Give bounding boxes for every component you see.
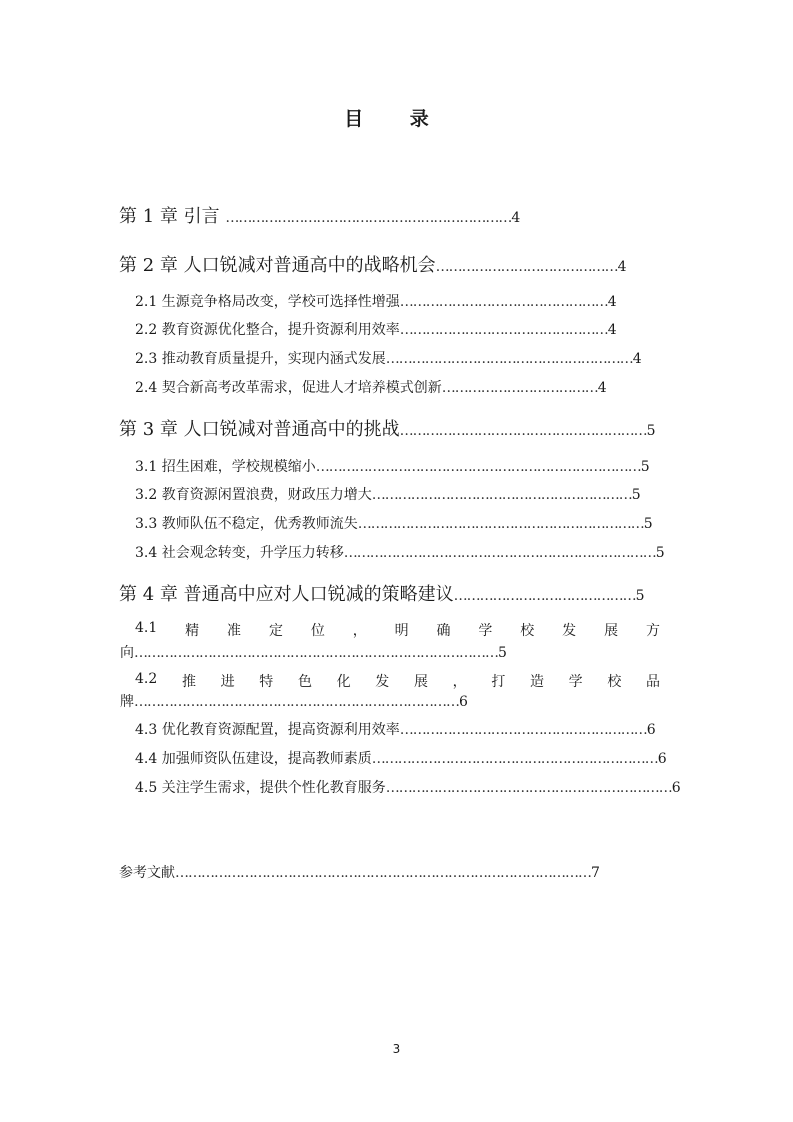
leader-dots: …………………………………………: [399, 294, 608, 310]
entry-label: 第 2 章 人口锐减对普通高中的战略机会: [119, 255, 436, 276]
entry-char: ，: [452, 674, 467, 690]
entry-label: 第 4 章 普通高中应对人口锐减的策略建议: [119, 584, 454, 605]
entry-label: 3.2 教育资源闲置浪费，财政压力增大: [135, 487, 372, 503]
entry-label: 3.1 招生困难，学校规模缩小: [135, 459, 316, 475]
entry-page: 4: [617, 259, 627, 275]
leader-dots: …………………………………………: [399, 322, 608, 338]
entry-label: 2.1 生源竞争格局改变，学校可选择性增强: [135, 294, 400, 310]
entry-char: 定: [268, 623, 283, 639]
leader-dots: ………………………………: [441, 380, 598, 396]
entry-label: 第 1 章 引言: [119, 206, 226, 227]
entry-char: 推: [181, 674, 196, 690]
entry-char: 发: [375, 674, 390, 690]
leader-dots: …………………………………………………………………………: [134, 645, 498, 661]
entry-page: 6: [657, 751, 667, 767]
entry-page: 5: [646, 423, 656, 439]
entry-char: 展: [413, 674, 428, 690]
entry-label: 向: [120, 645, 134, 661]
entry-page: 5: [640, 459, 650, 475]
toc-entry-ch2[interactable]: [119, 251, 627, 277]
entry-char: 特: [259, 674, 274, 690]
entry-page: 7: [591, 865, 600, 881]
entry-char: 学: [568, 674, 583, 690]
entry-label: 3.4 社会观念转变，升学压力转移: [135, 545, 344, 561]
entry-page: 6: [459, 694, 468, 710]
entry-char: 明: [394, 623, 409, 639]
toc-entry-ch4[interactable]: [119, 580, 645, 606]
leader-dots: ……………………………………: [453, 588, 636, 604]
entry-char: 进: [220, 674, 235, 690]
toc-entry-4-1-line1[interactable]: [135, 620, 660, 640]
entry-page: 4: [511, 210, 521, 226]
entry-label: 2.4 契合新高考改革需求，促进人才培养模式创新: [135, 380, 442, 396]
entry-page: 4: [597, 380, 607, 396]
toc-entry-4-4[interactable]: [135, 748, 667, 768]
entry-char: ，: [352, 623, 367, 639]
toc-entry-4-3[interactable]: [135, 719, 656, 739]
toc-entry-3-3[interactable]: [135, 513, 653, 533]
leader-dots: …………………………………………………: [399, 423, 647, 439]
entry-page: 4: [607, 322, 617, 338]
toc-entry-2-1[interactable]: [135, 291, 617, 311]
leader-dots: …………………………………………………………………: [134, 694, 459, 710]
leader-dots: ………………………………………………………………: [343, 545, 656, 561]
entry-label: 参考文献: [119, 865, 175, 881]
entry-label: 4.5 关注学生需求，提供个性化教育服务: [135, 780, 386, 796]
entry-page: 6: [671, 780, 681, 796]
entry-char: 发: [562, 623, 577, 639]
toc-entry-ch1[interactable]: [119, 202, 520, 228]
toc-entry-3-1[interactable]: [135, 456, 650, 476]
entry-page: 5: [498, 645, 507, 661]
toc-entry-4-2-line1[interactable]: [135, 671, 660, 691]
toc-entry-4-1-line2[interactable]: [120, 642, 507, 662]
entry-char: 学: [478, 623, 493, 639]
leader-dots: …………………………………………………: [385, 351, 633, 367]
entry-char: 化: [336, 674, 351, 690]
entry-page: 4: [607, 294, 617, 310]
toc-entry-2-2[interactable]: [135, 319, 617, 339]
toc-entry-2-3[interactable]: [135, 348, 642, 368]
entry-label: 牌: [120, 694, 134, 710]
entry-char: 校: [607, 674, 622, 690]
leader-dots: ……………………………………: [435, 259, 618, 275]
entry-char: 方: [645, 623, 660, 639]
entry-label: 3.3 教师队伍不稳定，优秀教师流失: [135, 516, 358, 532]
leader-dots: …………………………………………………………: [371, 751, 658, 767]
entry-char: 造: [529, 674, 544, 690]
entry-char: 色: [297, 674, 312, 690]
entry-char: 位: [310, 623, 325, 639]
entry-page: 5: [643, 516, 653, 532]
entry-label: 2.3 推动教育质量提升，实现内涵式发展: [135, 351, 386, 367]
entry-number: 4.2: [135, 671, 158, 687]
entry-page: 6: [646, 722, 656, 738]
entry-char: 展: [604, 623, 619, 639]
toc-entry-4-5[interactable]: [135, 777, 681, 797]
entry-page: 5: [631, 487, 641, 503]
leader-dots: ……………………………………………………………………………………: [175, 865, 591, 881]
entry-number: 4.1: [135, 620, 158, 636]
entry-page: 5: [635, 588, 645, 604]
toc-entry-2-4[interactable]: [135, 377, 607, 397]
entry-char: 打: [491, 674, 506, 690]
leader-dots: …………………………………………………: [399, 722, 647, 738]
entry-label: 2.2 教育资源优化整合，提升资源利用效率: [135, 322, 400, 338]
entry-label: 4.4 加强师资队伍建设，提高教师素质: [135, 751, 372, 767]
entry-char: 精: [185, 623, 200, 639]
leader-dots: …………………………………………………………: [225, 210, 512, 226]
entry-char: 品: [646, 674, 660, 690]
toc-entry-4-2-line2[interactable]: [120, 691, 468, 711]
toc-entry-ch3[interactable]: [119, 415, 656, 441]
entry-page: 4: [632, 351, 642, 367]
leader-dots: …………………………………………………………: [357, 516, 644, 532]
entry-page: 5: [655, 545, 665, 561]
entry-char: 准: [227, 623, 242, 639]
leader-dots: …………………………………………………………………: [315, 459, 641, 475]
entry-label: 4.3 优化教育资源配置，提高资源利用效率: [135, 722, 400, 738]
page-number: 3: [392, 1042, 401, 1056]
leader-dots: …………………………………………………………: [385, 780, 672, 796]
toc-entry-references[interactable]: [119, 862, 600, 882]
toc-entry-3-4[interactable]: [135, 542, 665, 562]
toc-title: 目 录: [344, 108, 449, 130]
entry-char: 校: [520, 623, 535, 639]
entry-char: 确: [436, 623, 451, 639]
entry-label: 第 3 章 人口锐减对普通高中的挑战: [119, 419, 400, 440]
toc-entry-3-2[interactable]: [135, 484, 641, 504]
leader-dots: ……………………………………………………: [371, 487, 632, 503]
